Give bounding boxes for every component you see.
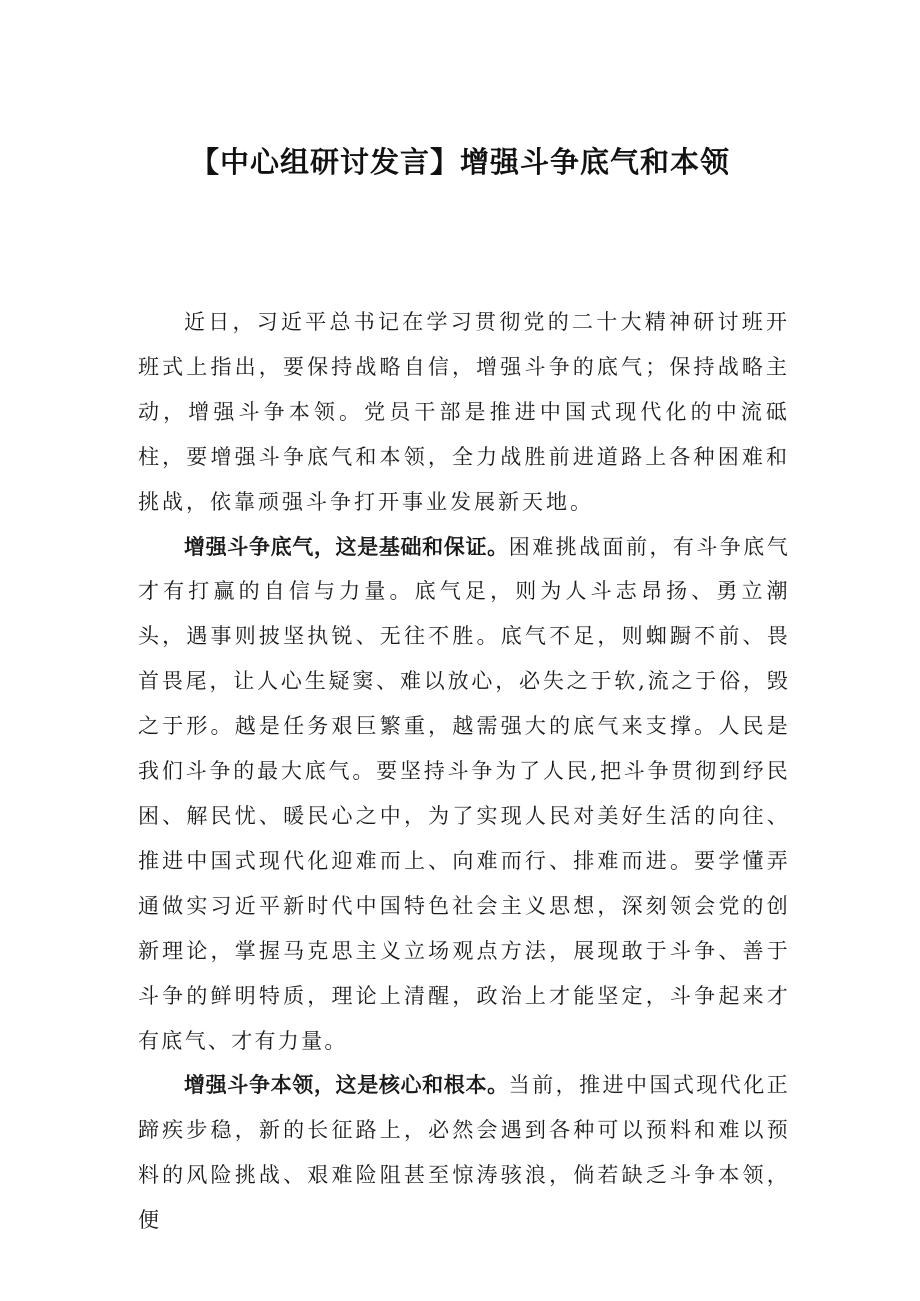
paragraph-2 xyxy=(138,525,790,1064)
paragraph-text: 近日，习近平总书记在学习贯彻党的二十大精神研讨班开班式上指出，要保持战略自信，增强斗争的底气；保持战略主动，增强斗争本领。党员干部是推进中国式现代化的中流砥柱，要增强斗争底气和本领，全力战胜前进道路上各种困难和挑战，依靠顽强斗争打开事业发展新天地。 xyxy=(138,310,790,514)
page-title: 【中心组研讨发言】增强斗争底气和本领 xyxy=(189,145,730,179)
paragraph-text: 当前，推进中国式现代化正蹄疾步稳，新的长征路上，必然会遇到各种可以预料和难以预料的风险挑战、艰难险阻甚至惊涛骇浪，倘若缺乏斗争本领，便 xyxy=(138,1073,790,1233)
paragraph-1 xyxy=(138,300,790,525)
document-body xyxy=(138,300,790,1243)
paragraph-3 xyxy=(138,1063,790,1243)
paragraph-text: 困难挑战面前，有斗争底气才有打赢的自信与力量。底气足，则为人斗志昂扬、勇立潮头，遇事则披坚执锐、无往不胜。底气不足，则蜘蹰不前、畏首畏尾，让人心生疑窦、难以放心，必失之于软,流之于俗，毁之于形。越是任务艰巨繁重，越需强大的底气来支撑。人民是我们斗争的最大底气。要坚持斗争为了人民,把斗争贯彻到纾民困、解民忧、暖民心之中，为了实现人民对美好生活的向往、推进中国式现代化迎难而上、向难而行、排难而进。要学懂弄通做实习近平新时代中国特色社会主义思想，深刻领会党的创新理论，掌握马克思主义立场观点方法，展现敢于斗争、善于斗争的鲜明特质，理论上清醒，政治上才能坚定，斗争起来才有底气、才有力量。 xyxy=(138,534,790,1053)
paragraph-lead: 增强斗争本领，这是核心和根本。 xyxy=(184,1073,509,1098)
paragraph-lead: 增强斗争底气，这是基础和保证。 xyxy=(184,534,509,559)
